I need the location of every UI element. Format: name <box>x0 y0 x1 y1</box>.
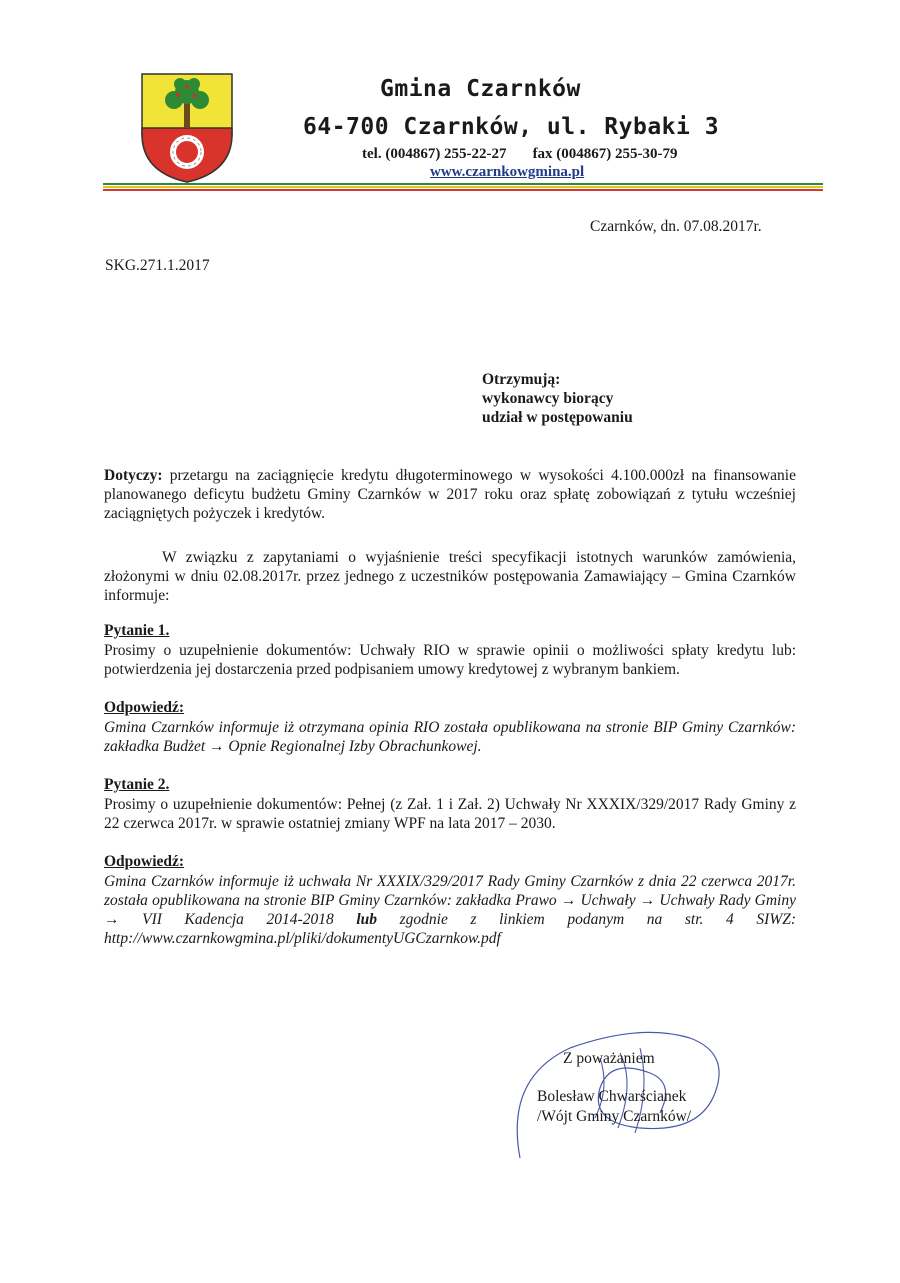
divider-stripe <box>103 186 823 188</box>
question-1-text: Prosimy o uzupełnienie dokumentów: Uchwały RIO w sprawie opinii o możliwości spłaty kredytu lub: potwierdzenia jej dostarczenia przed podpisaniem umowy kredytowej z wybranym bankiem. <box>104 642 796 678</box>
municipality-address: 64-700 Czarnków, ul. Rybaki 3 <box>303 114 720 140</box>
recipients-line: udział w postępowaniu <box>482 409 633 426</box>
answer-2-text <box>104 872 796 948</box>
subject-text: przetargu na zaciągnięcie kredytu długoterminowego w wysokości 4.100.000zł na finansowanie planowanego deficytu budżetu Gminy Czarnków w 2017 roku oraz spłatę zobowiązań z tytułu wcześniej zaciągniętych pożyczek i kredytów. <box>104 467 796 522</box>
answer-2-text-part: zgodnie z linkiem podanym na str. 4 SIWZ: http://www.czarnkowgmina.pl/pliki/dokumentyUGCzarnkow.pdf <box>104 911 797 947</box>
coat-of-arms-icon <box>140 72 234 184</box>
recipients-line: wykonawcy biorący <box>482 390 614 407</box>
answer-1-heading: Odpowiedź: <box>104 699 185 716</box>
answer-1-text: Gmina Czarnków informuje iż otrzymana opinia RIO została opublikowana na stronie BIP Gminy Czarnków: zakładka Budżet → Opnie Regionalnej Izby Obrachunkowej. <box>104 719 796 755</box>
contact-line <box>362 146 782 163</box>
signatory-name: Bolesław Chwarścianek <box>537 1088 687 1105</box>
recipients-label: Otrzymują: <box>482 371 561 388</box>
answer-2-bold-word: lub <box>356 911 378 928</box>
subject-label: Dotyczy: <box>104 467 163 484</box>
document-date: Czarnków, dn. 07.08.2017r. <box>590 218 762 235</box>
closing-phrase: Z poważaniem <box>563 1050 655 1067</box>
divider-stripe <box>103 183 823 185</box>
header-divider <box>103 183 823 192</box>
website-link[interactable]: www.czarnkowgmina.pl <box>430 164 585 180</box>
signatory-title: /Wójt Gminy Czarnków/ <box>537 1108 692 1125</box>
question-2-text: Prosimy o uzupełnienie dokumentów: Pełnej (z Zał. 1 i Zał. 2) Uchwały Nr XXXIX/329/2017 Rady Gminy z 22 czerwca 2017r. w sprawie ostatniej zmiany WPF na lata 2017 – 2030. <box>104 796 796 832</box>
intro-paragraph: W związku z zapytaniami o wyjaśnienie treści specyfikacji istotnych warunków zamówienia, złożonymi w dniu 02.08.2017r. przez jednego z uczestników postępowania Zamawiający – Gmina Czarnków informuje: <box>104 549 796 604</box>
subject-paragraph <box>104 466 796 523</box>
fax-number: fax (004867) 255-30-79 <box>532 146 678 162</box>
question-2-heading: Pytanie 2. <box>104 776 170 793</box>
phone-number: tel. (004867) 255-22-27 <box>362 146 507 162</box>
answer-2-heading: Odpowiedź: <box>104 853 185 870</box>
municipality-name: Gmina Czarnków <box>380 76 581 102</box>
reference-number: SKG.271.1.2017 <box>105 257 210 274</box>
divider-stripe <box>103 189 823 191</box>
question-1-heading: Pytanie 1. <box>104 622 170 639</box>
answer-2-text-part: Gmina Czarnków informuje iż uchwała Nr XXXIX/329/2017 Rady Gminy Czarnków z dnia 22 czerwca 2017r. została opublikowana na stronie BIP Gminy Czarnków: zakładka Prawo → Uchwały → Uchwały Rady Gminy → VII Kadencja 2014-2018 <box>104 873 796 928</box>
recipients-block <box>482 370 633 427</box>
